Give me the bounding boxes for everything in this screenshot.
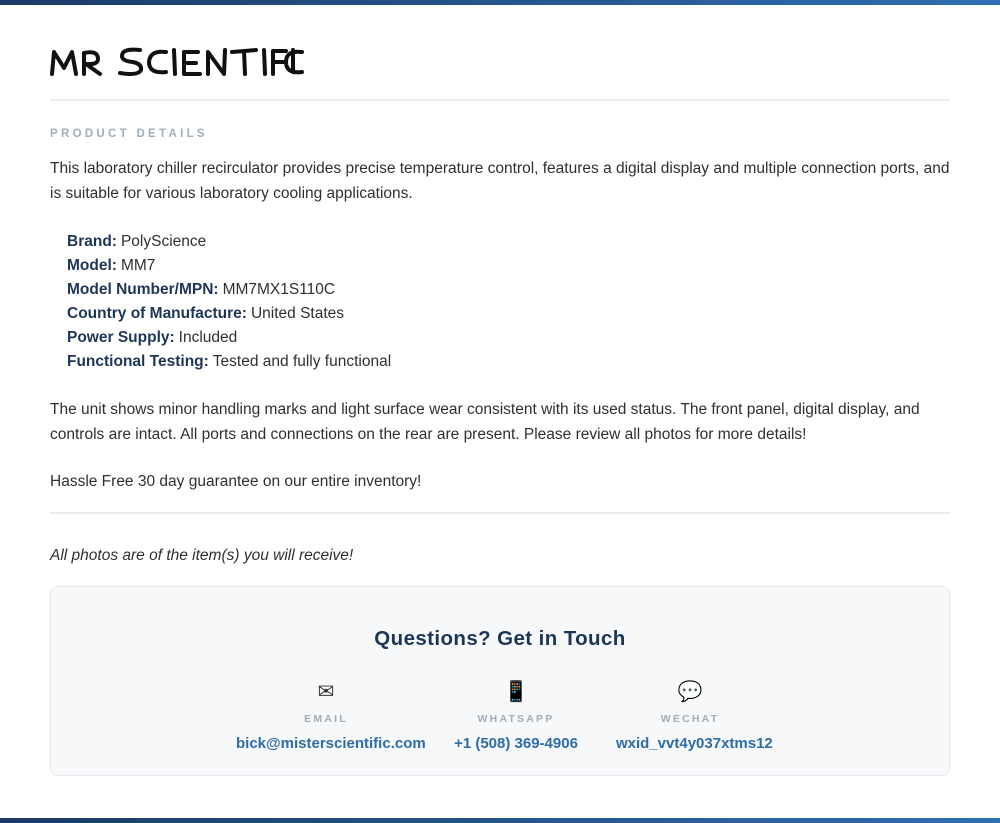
- spec-list: [67, 230, 391, 374]
- spec-functional-testing: [67, 350, 391, 374]
- spec-key: Model:: [67, 257, 117, 274]
- whatsapp-link[interactable]: +1 (508) 369-4906: [454, 735, 578, 752]
- section-heading: PRODUCT DETAILS: [50, 128, 208, 140]
- phone-icon: 📱: [503, 681, 529, 703]
- spec-key: Functional Testing:: [67, 353, 209, 370]
- envelope-icon: ✉: [317, 681, 335, 703]
- contact-wechat: [616, 679, 773, 752]
- email-link[interactable]: bick@misterscientific.com: [236, 735, 426, 752]
- spec-model: [67, 254, 391, 278]
- wechat-link[interactable]: wxid_vvt4y037xtms12: [616, 735, 773, 752]
- brand-logo: [50, 38, 310, 82]
- spec-key: Power Supply:: [67, 329, 175, 346]
- guarantee-text: Hassle Free 30 day guarantee on our entire inventory!: [50, 473, 422, 490]
- speech-bubble-icon: 💬: [677, 681, 703, 703]
- spec-value: Included: [178, 329, 238, 346]
- spec-value: Tested and fully functional: [212, 353, 392, 370]
- spec-value: PolyScience: [120, 233, 207, 250]
- contact-label: EMAIL: [304, 713, 348, 725]
- contact-label: WHATSAPP: [477, 713, 555, 725]
- top-accent-bar: [0, 0, 1000, 5]
- spec-key: Country of Manufacture:: [67, 305, 247, 322]
- contact-panel: [50, 586, 950, 776]
- contact-heading: Questions? Get in Touch: [374, 627, 626, 650]
- divider: [50, 512, 950, 514]
- spec-power-supply: [67, 326, 391, 350]
- contact-email: [236, 679, 426, 752]
- spec-key: Model Number/MPN:: [67, 281, 219, 298]
- spec-value: MM7: [120, 257, 156, 274]
- contact-whatsapp: [446, 679, 586, 752]
- spec-country: [67, 302, 391, 326]
- photos-note: All photos are of the item(s) you will receive!: [50, 547, 354, 564]
- product-description: This laboratory chiller recirculator provides precise temperature control, features a digital display and multiple connection ports, and is suitable for various laboratory cooling applications.: [50, 160, 950, 202]
- spec-key: Brand:: [67, 233, 117, 250]
- contact-label: WECHAT: [660, 713, 720, 725]
- condition-description: The unit shows minor handling marks and light surface wear consistent with its used status. The front panel, digital display, and controls are intact. All ports and connections on the rear are present. Please review all photos for more details!: [50, 401, 920, 443]
- spec-model-number: [67, 278, 391, 302]
- divider: [50, 99, 950, 101]
- spec-value: MM7MX1S110C: [222, 281, 336, 298]
- spec-value: United States: [250, 305, 345, 322]
- spec-brand: [67, 230, 391, 254]
- bottom-accent-bar: [0, 818, 1000, 823]
